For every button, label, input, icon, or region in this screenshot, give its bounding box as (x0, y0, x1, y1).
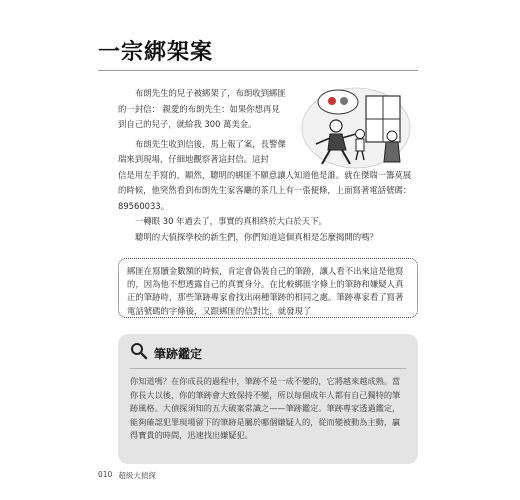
info-box (118, 334, 418, 464)
clue-box (118, 258, 418, 318)
page-title: 一宗綁架案 (98, 40, 214, 65)
story-paragraph-3: 一轉眼 30 年過去了，事實的真相終於大白於天下。 (135, 216, 327, 226)
info-text: 你知道嗎？在你成長的過程中，筆跡不是一成不變的，它將越來越成熟。當你長大以後，你的筆跡會大致保持不變，所以每個成年人都有自己獨特的筆跡風格。大偵探須知的五大破案常識之——筆跡鑑定。筆跡專家透過鑑定，能夠確認犯罪現場留下的筆跡是屬於哪個嫌疑人的，從而變被動為主動，贏得寶貴的時間，迅速找出嫌疑犯。 (130, 376, 401, 441)
info-header (130, 342, 406, 364)
story-paragraph-4: 聰明的大偵探學校的新生們，你們知道這個真相是怎麼揭開的嗎？ (135, 231, 378, 242)
info-divider (130, 368, 406, 369)
story-paragraph-2a: 布朗先生收到信後，馬上報了案，長警傑瑞來到現場，仔細地觀察著這封信。這封 (118, 138, 286, 164)
book-title: 超級大偵探 (118, 471, 156, 480)
story-paragraph-1: 布朗先生的兒子被綁架了，布朗收到綁匪的一封信： 親愛的布朗先生：如果你想再見到自己的兒子，就給我 300 萬美金。 (118, 88, 286, 129)
info-title: 筆跡鑑定 (154, 346, 203, 361)
title-divider (98, 70, 418, 71)
story-paragraph-2b: 信是用左手寫的，顯然，聰明的綁匪不願意讓人知道他是誰。就在傑瑞一籌莫展的時候，他突然看到布朗先生家客廳的茶几上有一張便條，上面寫著電話號碼：89560033。 (118, 169, 412, 211)
page-number: 010 (98, 470, 113, 479)
story-text (118, 86, 414, 245)
clue-text: 綁匪在寫贖金數額的時候，肯定會偽裝自己的筆跡，讓人看不出來這是他寫的，因為他不想透露自己的真實身分。在比較綁匪字條上的筆跡和嫌疑人真正的筆跡時，那些筆跡專家會找出兩種筆跡的相同之處。筆跡專家看了寫著電話號碼的字條後，又跟綁匪的信對比，就發現了 (127, 266, 404, 316)
magnifier-icon (130, 342, 148, 364)
page-footer (98, 470, 156, 481)
